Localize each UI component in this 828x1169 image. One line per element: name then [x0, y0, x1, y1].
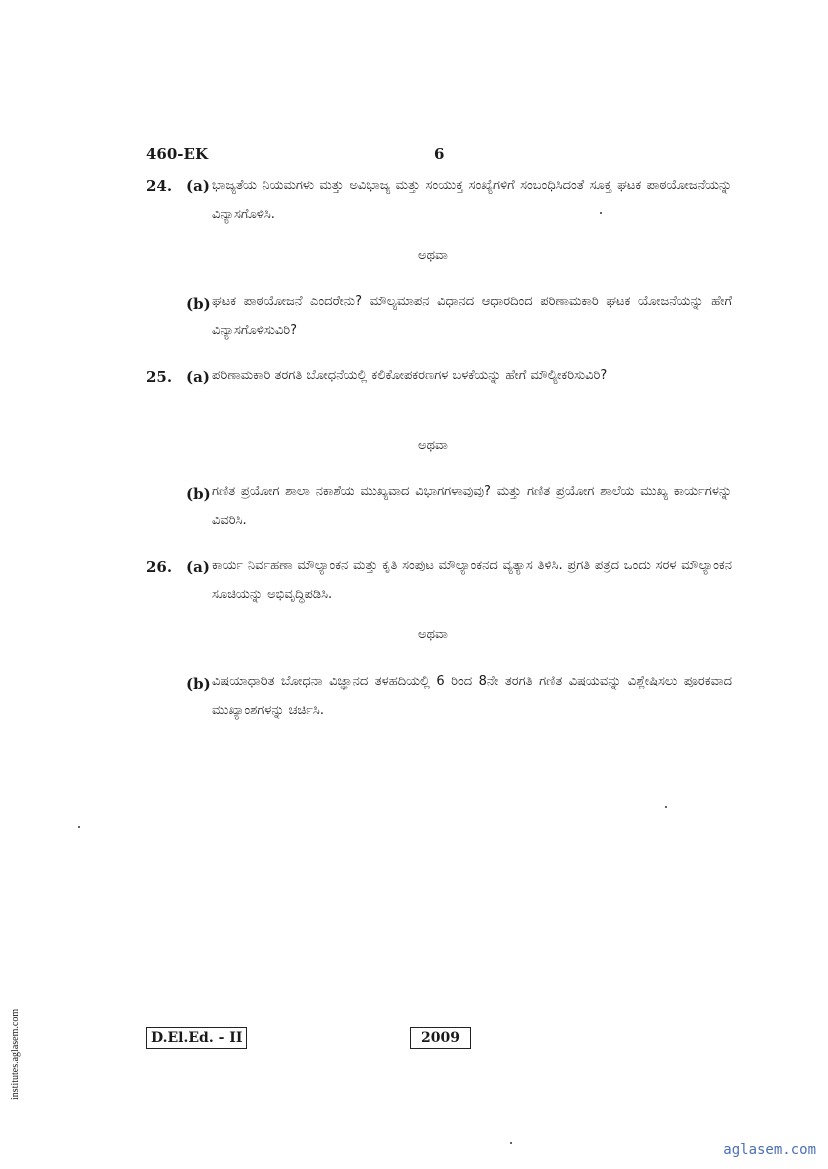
question-25-a-label: (a) — [186, 368, 210, 386]
side-url: institutes.aglasem.com — [10, 1008, 21, 1100]
scan-speck — [600, 212, 602, 214]
paper-code: 460-EK — [146, 145, 209, 163]
question-25-a-text: ಪರಿಣಾಮಕಾರಿ ತರಗತಿ ಬೋಧನೆಯಲ್ಲಿ ಕಲಿಕೋಪಕರಣಗಳ ಬಳಕೆಯನ್ನು ಹೇಗೆ ಮೌಲ್ಯೀಕರಿಸುವಿರಿ? — [212, 368, 608, 383]
question-26-a-label: (a) — [186, 558, 210, 576]
question-26-b-label: (b) — [186, 675, 211, 693]
question-26-number: 26. — [146, 558, 173, 576]
question-24-a-label: (a) — [186, 177, 210, 195]
page-number: 6 — [434, 145, 445, 163]
question-25-or: ಅಥವಾ — [418, 438, 448, 453]
scan-speck — [510, 1142, 512, 1144]
question-25-b-label: (b) — [186, 485, 211, 503]
scan-speck — [78, 826, 80, 828]
question-26-a-text: ಕಾರ್ಯ ನಿರ್ವಹಣಾ ಮೌಲ್ಯಾಂಕನ ಮತ್ತು ಕೃತಿ ಸಂಪುಟ ಮೌಲ್ಯಾಂಕನದ ವ್ಯತ್ಯಾಸ ತಿಳಿಸಿ. ಪ್ರಗತಿ ಪತ್ರದ ಒಂದು ಸರಳ ಮೌಲ್ಯಾಂಕನ ಸೂಚಿಯನ್ನು ಅಭಿವೃದ್ಧಿಪಡಿಸಿ. — [212, 558, 732, 602]
question-24-b-label: (b) — [186, 295, 211, 313]
scan-speck — [665, 806, 667, 808]
course-label: D.El.Ed. - II — [146, 1027, 247, 1049]
question-24-or: ಅಥವಾ — [418, 248, 448, 263]
question-24-a-text: ಭಾಜ್ಯತೆಯ ನಿಯಮಗಳು ಮತ್ತು ಅವಿಭಾಜ್ಯ ಮತ್ತು ಸಂಯುಕ್ತ ಸಂಖ್ಯೆಗಳಿಗೆ ಸಂಬಂಧಿಸಿದಂತೆ ಸೂಕ್ತ ಘಟಕ ಪಾಠಯೋಜನೆಯನ್ನು ವಿನ್ಯಾಸಗೊಳಿಸಿ. — [212, 178, 732, 222]
year-label: 2009 — [410, 1027, 471, 1049]
question-26-b-text: ವಿಷಯಾಧಾರಿತ ಬೋಧನಾ ವಿಜ್ಞಾನದ ತಳಹದಿಯಲ್ಲಿ 6 ರಿಂದ 8ನೇ ತರಗತಿ ಗಣಿತ ವಿಷಯವನ್ನು ವಿಶ್ಲೇಷಿಸಲು ಪೂರಕವಾದ ಮುಖ್ಯಾಂಶಗಳನ್ನು ಚರ್ಚಿಸಿ. — [212, 674, 732, 718]
question-24-number: 24. — [146, 177, 173, 195]
question-25-b-text: ಗಣಿತ ಪ್ರಯೋಗ ಶಾಲಾ ನಕಾಶೆಯ ಮುಖ್ಯವಾದ ವಿಭಾಗಗಳಾವುವು? ಮತ್ತು ಗಣಿತ ಪ್ರಯೋಗ ಶಾಲೆಯ ಮುಖ್ಯ ಕಾರ್ಯಗಳನ್ನು ವಿವರಿಸಿ. — [212, 484, 732, 528]
question-26-or: ಅಥವಾ — [418, 627, 448, 642]
question-24-b-text: ಘಟಕ ಪಾಠಯೋಜನೆ ಎಂದರೇನು? ಮೌಲ್ಯಮಾಪನ ವಿಧಾನದ ಆಧಾರದಿಂದ ಪರಿಣಾಮಕಾರಿ ಘಟಕ ಯೋಜನೆಯನ್ನು ಹೇಗೆ ವಿನ್ಯಾಸಗೊಳಿಸುವಿರಿ? — [212, 294, 732, 338]
watermark: aglasem.com — [723, 1142, 816, 1158]
question-25-number: 25. — [146, 368, 173, 386]
